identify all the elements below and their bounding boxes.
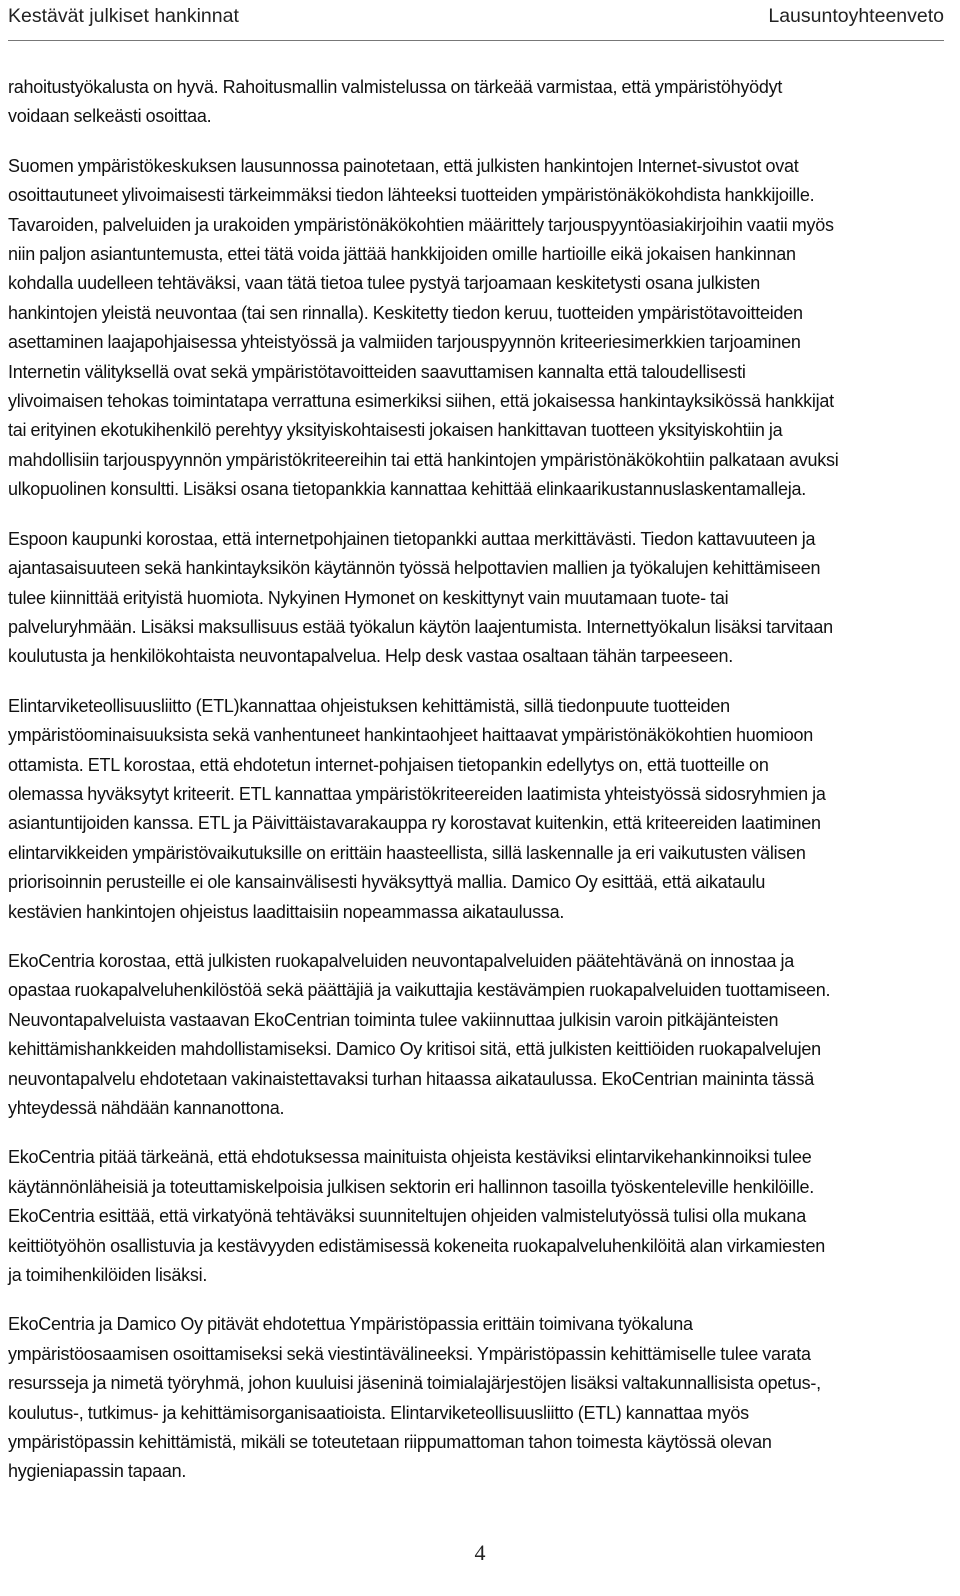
document-body	[8, 73, 948, 1487]
header-document-type: Lausuntoyhteenveto	[768, 5, 944, 27]
header-document-title: Kestävät julkiset hankinnat	[8, 5, 239, 27]
paragraph-environment-passport: EkoCentria ja Damico Oy pitävät ehdotettua Ympäristöpassia erittäin toimivana työkaluna ympäristöosaamisen osoittamiseksi sekä viestintävälineeksi. Ympäristöpassin kehittämiselle tulee varata resursseja ja nimetä työryhmä, johon kuuluisi jäseninä toimialajärjestöjen lisäksi valtakunnallisista opetus-, koulutus-, tutkimus- ja kehittämisorganisaatioista. Elintarviketeollisuusliitto (ETL) kannattaa myös ympäristöpassin kehittämistä, mikäli se toteutetaan riippumattoman tahon toimesta käytössä olevan hygieniapassin tapaan.	[8, 1314, 821, 1482]
paragraph-syke-statement: Suomen ympäristökeskuksen lausunnossa painotetaan, että julkisten hankintojen Internet-sivustot ovat osoittautuneet ylivoimaisesti tärkeimmäksi tiedon lähteeksi tuotteiden ympäristönäkökohdista hankkijoille. Tavaroiden, palveluiden ja urakoiden ympäristönäkökohtien määrittely tarjouspyyntöasiakirjoihin vaatii myös niin paljon asiantuntemusta, ettei tätä voida jättää hankkijoiden omille hartioille eikä jokaisen hankinnan kohdalla uudelleen tehtäväksi, vaan tätä tietoa tulee pystyä tarjoamaan keskitetysti osana julkisten hankintojen yleistä neuvontaa (tai sen rinnalla). Keskitetty tiedon keruu, tuotteiden ympäristötavoitteiden asettaminen laajapohjaisessa yhteistyössä ja valmiiden tarjouspyynnön kriteeriesimerkkien tarjoaminen Internetin välityksellä ovat sekä ympäristötavoitteiden saavuttamisen kannalta että taloudellisesti ylivoimaisen tehokas toimintatapa verrattuna esimerkiksi siihen, että jokaisessa hankintayksikössä hankkijat tai erityinen ekotukihenkilö perehtyy yksityiskohtaisesti jokaisen hankittavan tuotteen yksityiskohtiin ja mahdollisiin tarjouspyynnön ympäristökriteereihin tai että hankintojen ympäristönäkökohtiin palkataan avuksi ulkopuolinen konsultti. Lisäksi osana tietopankkia kannattaa kehittää elinkaarikustannuslaskentamalleja.	[8, 155, 839, 500]
page-number: 4	[474, 1540, 486, 1565]
paragraph-ekocentria-guidelines: EkoCentria pitää tärkeänä, että ehdotuksessa mainituista ohjeista kestäviksi elintarvikehankinnoiksi tulee käytännönläheisiä ja toteuttamiskelpoisia julkisen sektorin eri hallinnon tasoilla työskenteleville henkilöille. EkoCentria esittää, että virkatyönä tehtäväksi suunniteltujen ohjeiden valmistelutyössä tulisi olla mukana keittiötyöhön osallistuvia ja kestävyyden edistämisessä kokeneita ruokapalveluhenkilöitä alan virkamiesten ja toimihenkilöiden lisäksi.	[8, 1147, 825, 1286]
paragraph-espoo-statement: Espoon kaupunki korostaa, että internetpohjainen tietopankki auttaa merkittävästi. Tiedon kattavuuteen ja ajantasaisuuteen sekä hankintayksikön käytännön työssä helpottavien mallien ja työkalujen kehittämiseen tulee kiinnittää erityistä huomiota. Nykyinen Hymonet on keskittynyt vain muutamaan tuote- tai palveluryhmään. Lisäksi maksullisuus estää työkalun käytön laajentumista. Internettyökalun lisäksi tarvitaan koulutusta ja henkilökohtaista neuvontapalvelua. Help desk vastaa osaltaan tähän tarpeeseen.	[8, 528, 833, 667]
page-header	[8, 0, 944, 41]
paragraph-financing-tool: rahoitustyökalusta on hyvä. Rahoitusmallin valmistelussa on tärkeää varmistaa, että ympäristöhyödyt voidaan selkeästi osoittaa.	[8, 77, 783, 127]
paragraph-ekocentria-advisory: EkoCentria korostaa, että julkisten ruokapalveluiden neuvontapalveluiden päätehtävänä on innostaa ja opastaa ruokapalveluhenkilöstöä sekä päättäjiä ja vaikuttajia kestävämpien ruokapalveluiden tuottamiseen. Neuvontapalveluista vastaavan EkoCentrian toiminta tulee vakiinnuttaa julkisin varoin pitkäjänteisten kehittämishankkeiden mahdollistamiseksi. Damico Oy kritisoi sitä, että julkisten keittiöiden ruokapalvelujen neuvontapalvelu ehdotetaan vakinaistettavaksi turhan hitaassa aikataulussa. EkoCentrian maininta tässä yhteydessä nähdään kannanottona.	[8, 950, 831, 1118]
paragraph-etl-statement: Elintarviketeollisuusliitto (ETL)kannattaa ohjeistuksen kehittämistä, sillä tiedonpuute tuotteiden ympäristöominaisuuksista sekä vanhentuneet hankintaohjeet haittaavat ympäristönäkökohtien huomioon ottamista. ETL korostaa, että ehdotetun internet-pohjaisen tietopankin edellytys on, että tuotteille on olemassa hyväksytyt kriteerit. ETL kannattaa ympäristökriteereiden laatimista yhteistyössä sidosryhmien ja asiantuntijoiden kanssa. ETL ja Päivittäistavarakauppa ry korostavat kuitenkin, että kriteereiden laatiminen elintarvikkeiden ympäristövaikutuksille on erittäin haasteellista, sillä laskennalle ja eri vaikutusten välisen priorisoinnin perusteille ei ole kansainvälisesti hyväksyttyä mallia. Damico Oy esittää, että aikataulu kestävien hankintojen ohjeistus laadittaisiin nopeammassa aikataulussa.	[8, 695, 826, 922]
